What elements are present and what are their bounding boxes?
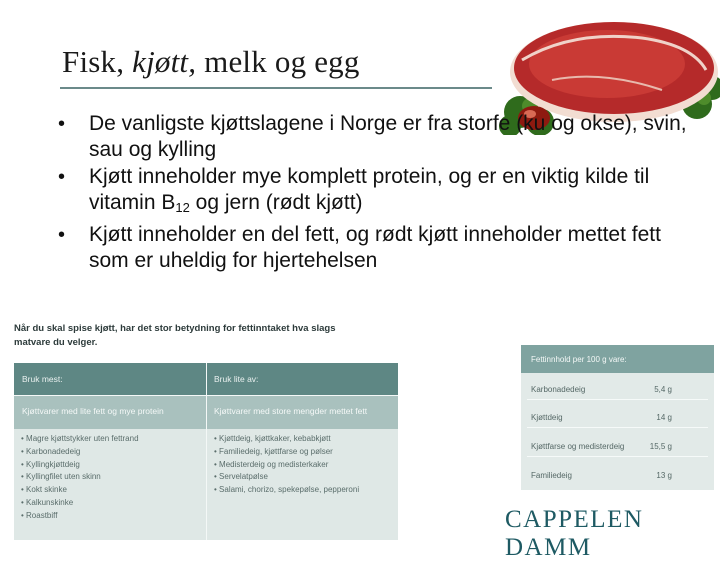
row-name: Kjøttfarse og medisterdeig	[531, 442, 625, 451]
fat-table-header	[521, 345, 714, 373]
list-item: • Kyllingfilet uten skinn	[21, 471, 139, 484]
list-item: • Roastbiff	[21, 510, 139, 523]
title-italic: kjøtt,	[132, 44, 197, 79]
bullet-text: Kjøtt inneholder en del fett, og rødt kjøtt inneholder mettet fett som er uheldig for hjertehelsen	[89, 223, 661, 272]
advice-intro: Når du skal spise kjøtt, har det stor betydning for fettinntaket hva slags matvare du velger.	[14, 323, 336, 348]
list-item: • Kalkunskinke	[21, 497, 139, 510]
row-value: 15,5 g	[649, 442, 672, 451]
bullet-text: Kjøtt inneholder mye komplett protein, og er en viktig kilde til vitamin B	[89, 165, 650, 214]
list-item: • Familiedeig, kjøttfarse og pølser	[214, 446, 359, 459]
row-value: 13 g	[656, 471, 672, 480]
col1-subheader: Kjøttvarer med lite fett og mye protein	[22, 406, 164, 416]
slide-title	[62, 44, 360, 80]
bullet-item	[58, 111, 698, 163]
advice-table	[14, 363, 398, 540]
column-divider	[206, 363, 207, 540]
use-most-list	[21, 433, 139, 523]
list-item: • Kjøttdeig, kjøttkaker, kebabkjøtt	[214, 433, 359, 446]
use-little-list	[214, 433, 359, 497]
bullet-text-tail: og jern (rødt kjøtt)	[189, 191, 363, 214]
row-value: 14 g	[656, 413, 672, 422]
publisher-logo: CAPPELEN DAMM	[505, 506, 644, 561]
row-value: 5,4 g	[654, 385, 672, 394]
row-name: Kjøttdeig	[531, 413, 563, 422]
list-item: • Salami, chorizo, spekepølse, pepperoni	[214, 484, 359, 497]
row-name: Karbonadedeig	[531, 385, 586, 394]
list-item: • Karbonadedeig	[21, 446, 139, 459]
table-row	[521, 434, 714, 457]
fat-content-table	[521, 345, 714, 490]
title-part1: Fisk,	[62, 44, 125, 79]
list-item: • Kokt skinke	[21, 484, 139, 497]
table-row	[521, 463, 714, 486]
table-row	[521, 405, 714, 428]
list-item: • Medisterdeig og medisterkaker	[214, 459, 359, 472]
vitamin-subscript: 12	[175, 200, 190, 215]
bullet-item	[58, 164, 698, 221]
title-part2: melk og egg	[204, 44, 360, 79]
col1-header: Bruk mest:	[22, 374, 63, 384]
list-item: • Magre kjøttstykker uten fettrand	[21, 433, 139, 446]
col2-subheader: Kjøttvarer med store mengder mettet fett	[214, 406, 368, 416]
fat-table-title: Fettinnhold per 100 g vare:	[531, 355, 627, 364]
table-row	[521, 377, 714, 400]
col2-header: Bruk lite av:	[214, 374, 259, 384]
list-item: • Kyllingkjøttdeig	[21, 459, 139, 472]
row-name: Familiedeig	[531, 471, 572, 480]
title-underline	[60, 87, 530, 89]
bullet-list	[58, 111, 698, 275]
bullet-text: De vanligste kjøttslagene i Norge er fra storfe (ku og okse), svin, sau og kylling	[89, 112, 687, 161]
bullet-item	[58, 222, 698, 274]
list-item: • Servelatpølse	[214, 471, 359, 484]
